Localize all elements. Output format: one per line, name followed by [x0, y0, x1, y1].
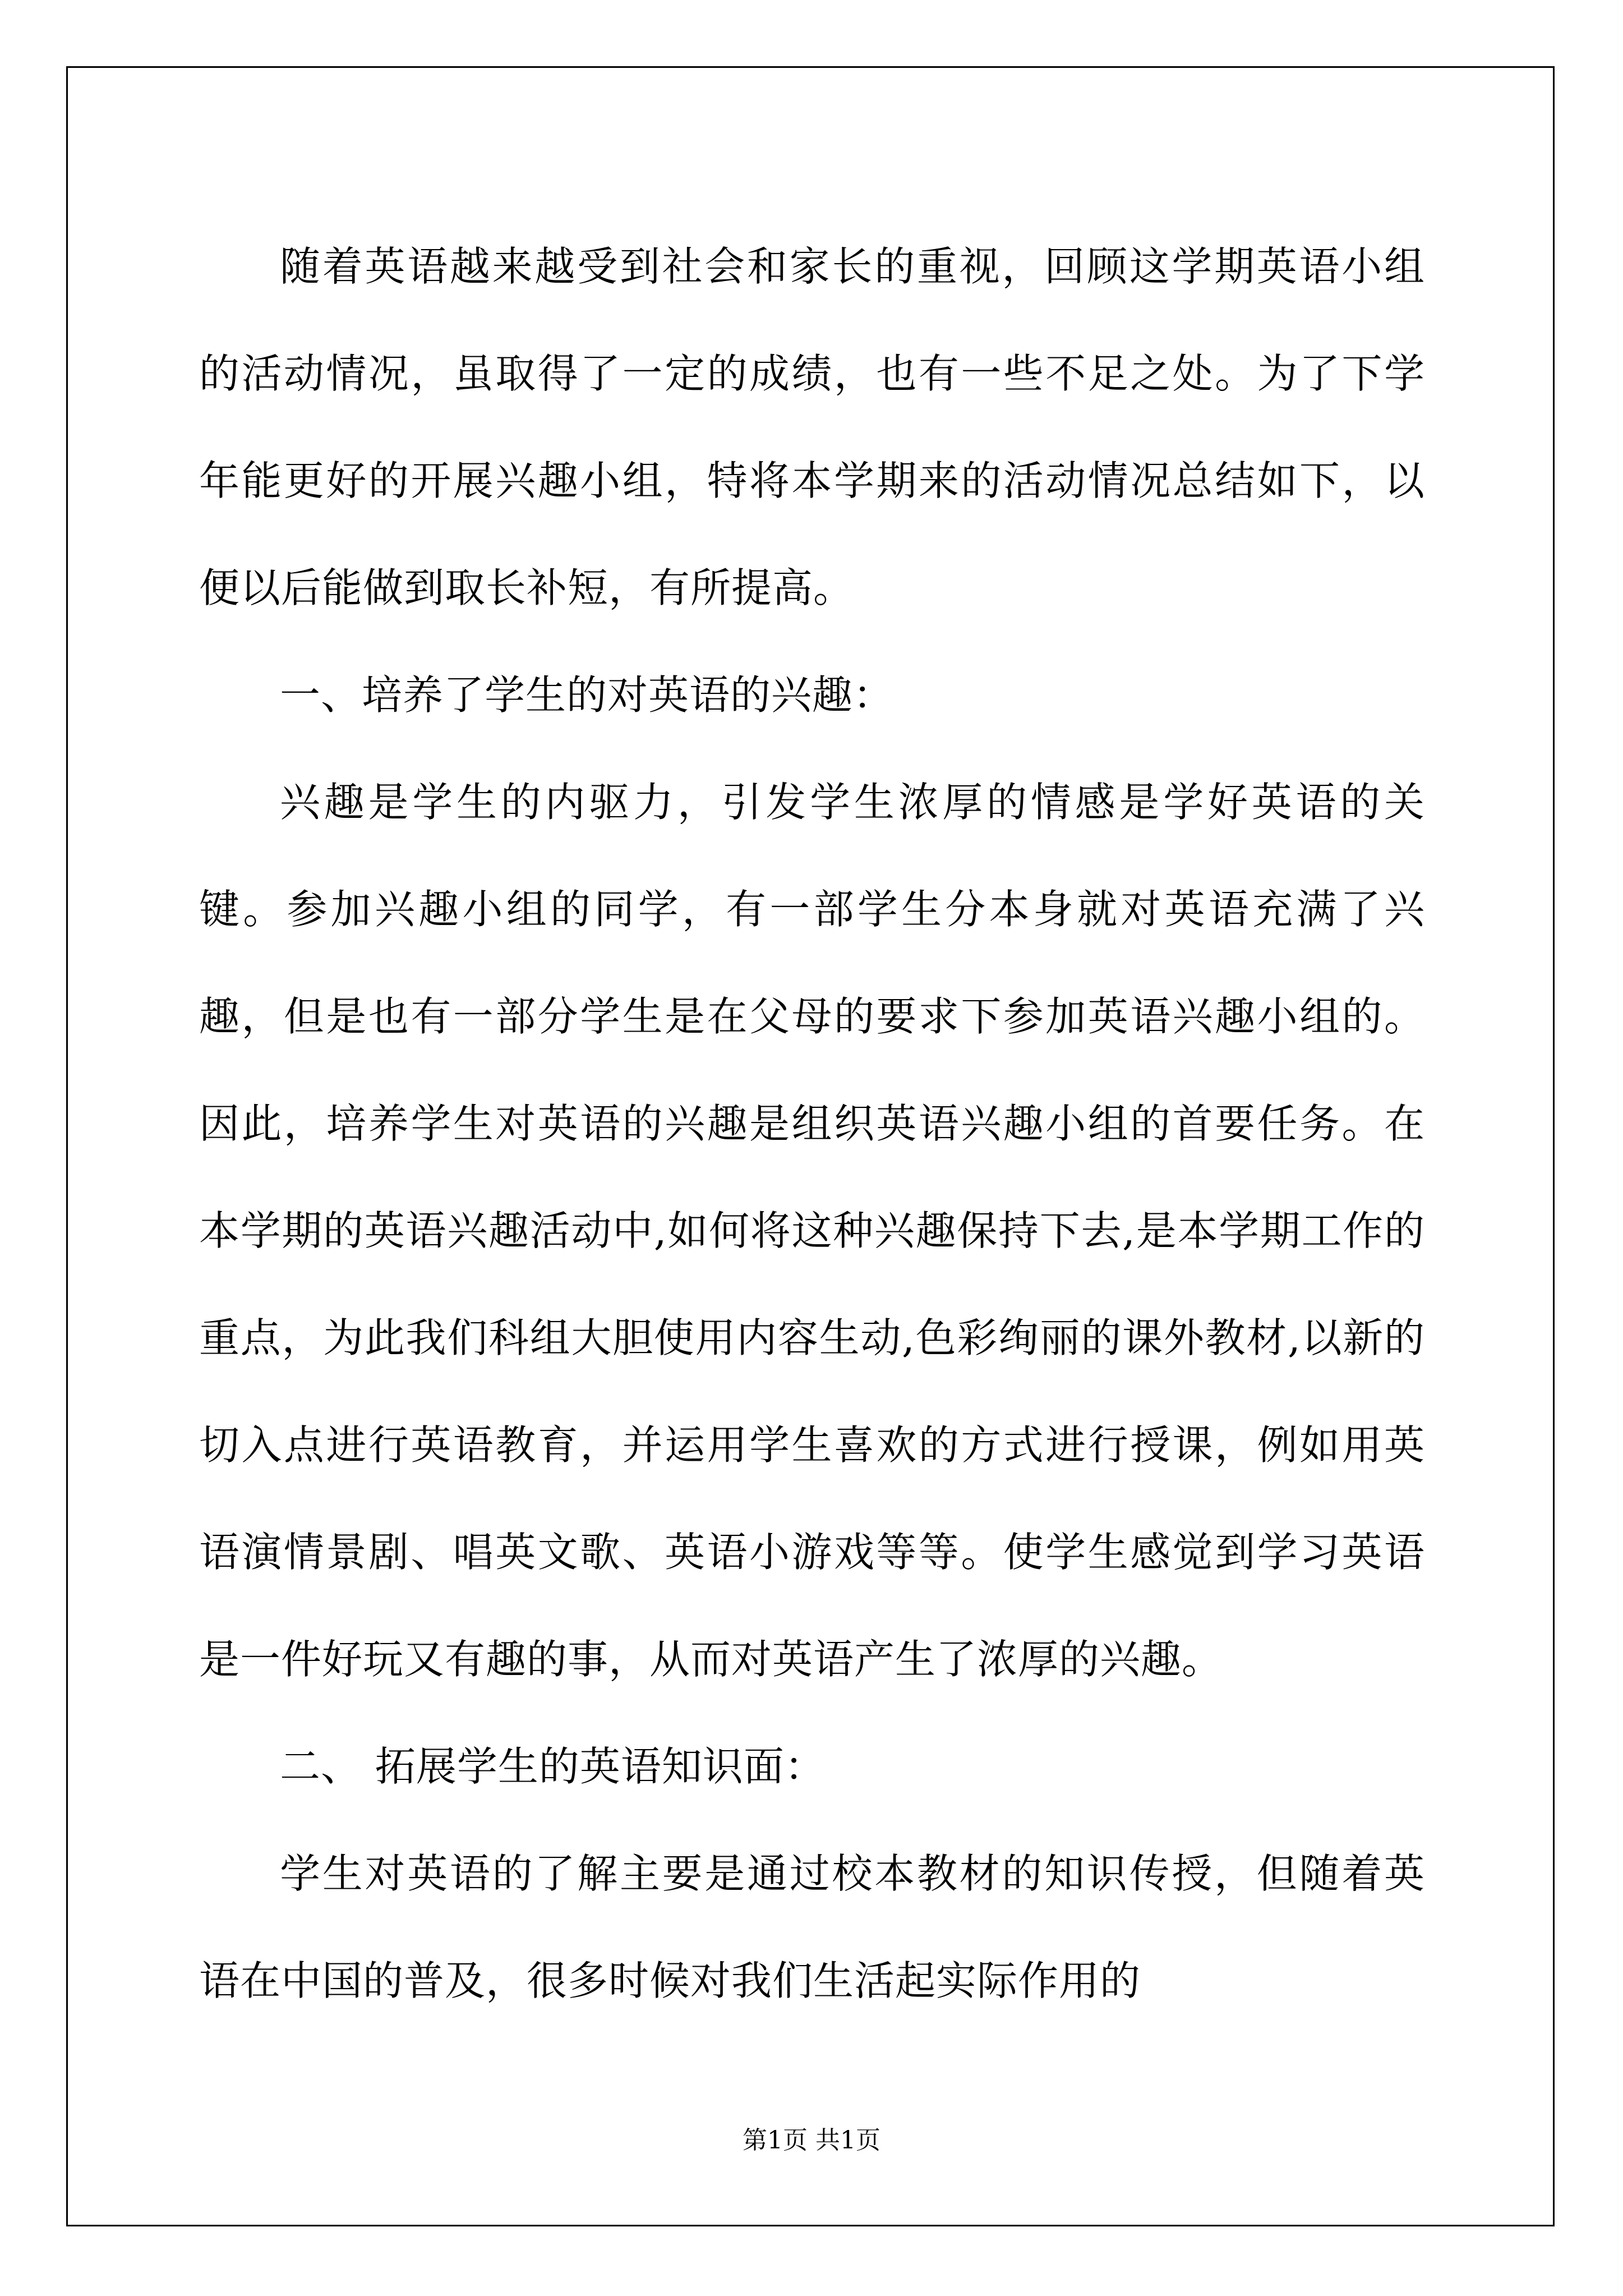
paragraph-intro: 随着英语越来越受到社会和家长的重视，回顾这学期英语小组的活动情况，虽取得了一定的成绩，也有一些不足之处。为了下学年能更好的开展兴趣小组，特将本学期来的活动情况总结如下，以便以后能做到取长补短，有所提高。	[199, 243, 1425, 611]
paragraph-section-2: 学生对英语的了解主要是通过校本教材的知识传授，但随着英语在中国的普及，很多时候对我们生活起实际作用的	[199, 1850, 1425, 2004]
heading-section-2: 二、 拓展学生的英语知识面：	[280, 1743, 826, 1790]
document-body	[199, 213, 1425, 2035]
page-number-footer: 第1页 共1页	[743, 2126, 880, 2155]
paragraph-section-1: 兴趣是学生的内驱力，引发学生浓厚的情感是学好英语的关键。参加兴趣小组的同学，有一部学生分本身就对英语充满了兴趣，但是也有一部分学生是在父母的要求下参加英语兴趣小组的。因此，培养学生对英语的兴趣是组织英语兴趣小组的首要任务。在本学期的英语兴趣活动中,如何将这种兴趣保持下去,是本学期工作的重点，为此我们科组大胆使用内容生动,色彩绚丽的课外教材,以新的切入点进行英语教育，并运用学生喜欢的方式进行授课，例如用英语演情景剧、唱英文歌、英语小游戏等等。使学生感觉到学习英语是一件好玩又有趣的事，从而对英语产生了浓厚的兴趣。	[199, 779, 1425, 1683]
heading-section-1: 一、培养了学生的对英语的兴趣：	[280, 671, 895, 719]
